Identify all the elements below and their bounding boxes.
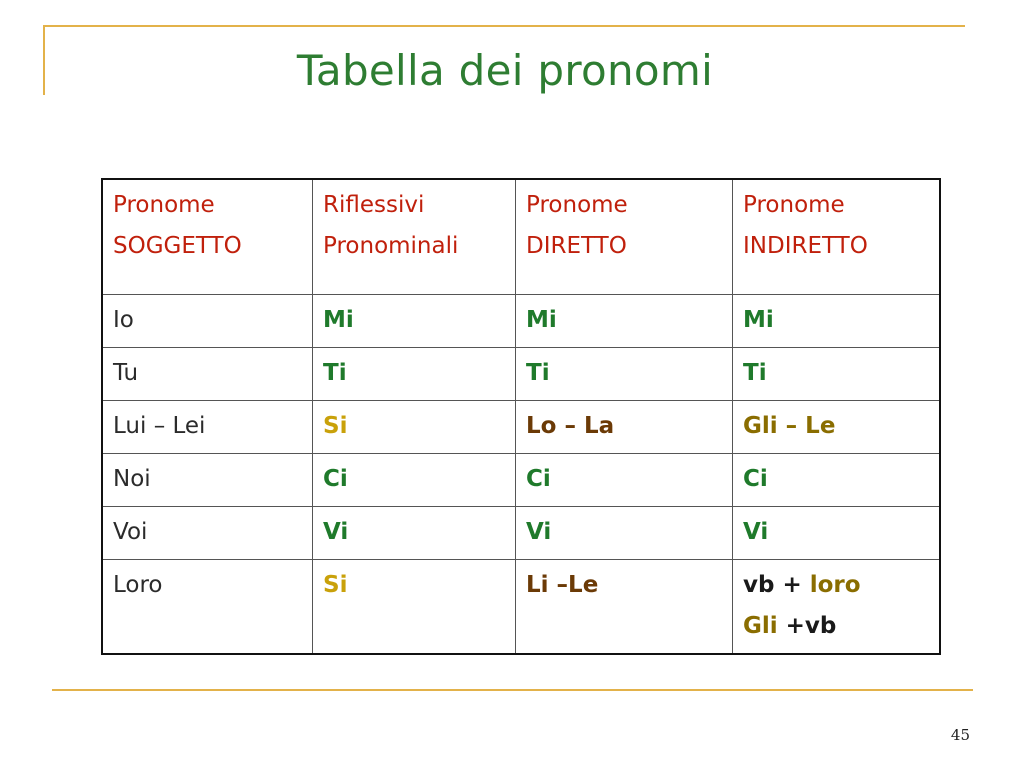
header-line: Pronome <box>743 192 845 218</box>
cell-diretto: Vi <box>516 507 733 560</box>
cell-diretto: Mi <box>516 295 733 348</box>
header-line: INDIRETTO <box>743 233 868 259</box>
cell-riflessivo: Ti <box>313 348 516 401</box>
cell-indiretto: Gli – Le <box>733 401 941 454</box>
header-line: Pronominali <box>323 233 459 259</box>
header-cell-riflessivi <box>313 179 516 295</box>
cell-diretto: Ti <box>516 348 733 401</box>
cell-soggetto: Noi <box>102 454 313 507</box>
cell-riflessivo: Ci <box>313 454 516 507</box>
header-cell-diretto <box>516 179 733 295</box>
cell-indiretto <box>733 560 941 655</box>
cell-soggetto: Voi <box>102 507 313 560</box>
top-accent-line <box>43 25 965 27</box>
indiretto-part: +vb <box>777 613 837 639</box>
page-number: 45 <box>950 726 970 744</box>
cell-indiretto: Mi <box>733 295 941 348</box>
header-cell-soggetto <box>102 179 313 295</box>
header-line: DIRETTO <box>526 233 627 259</box>
table-row <box>102 295 940 348</box>
cell-indiretto: Vi <box>733 507 941 560</box>
header-line: Pronome <box>113 192 215 218</box>
indiretto-part: vb + <box>743 572 810 598</box>
cell-soggetto: Lui – Lei <box>102 401 313 454</box>
cell-soggetto: Io <box>102 295 313 348</box>
cell-diretto: Li –Le <box>516 560 733 655</box>
cell-riflessivo: Vi <box>313 507 516 560</box>
cell-diretto: Lo – La <box>516 401 733 454</box>
table-row <box>102 348 940 401</box>
header-line: SOGGETTO <box>113 233 242 259</box>
indiretto-part: loro <box>809 572 861 598</box>
table-row <box>102 401 940 454</box>
table-row <box>102 454 940 507</box>
table-header-row <box>102 179 940 295</box>
cell-soggetto: Loro <box>102 560 313 655</box>
cell-riflessivo: Si <box>313 401 516 454</box>
header-line: Riflessivi <box>323 192 425 218</box>
indiretto-part: Gli <box>743 613 778 639</box>
bottom-accent-line <box>52 689 973 691</box>
cell-diretto: Ci <box>516 454 733 507</box>
cell-riflessivo: Si <box>313 560 516 655</box>
table-row <box>102 507 940 560</box>
table-row <box>102 560 940 655</box>
pronoun-table <box>101 178 941 655</box>
header-cell-indiretto <box>733 179 941 295</box>
indiretto-line-2 <box>743 606 929 647</box>
cell-indiretto: Ti <box>733 348 941 401</box>
header-line: Pronome <box>526 192 628 218</box>
indiretto-line-1 <box>743 565 929 606</box>
cell-indiretto: Ci <box>733 454 941 507</box>
cell-riflessivo: Mi <box>313 295 516 348</box>
slide-title: Tabella dei pronomi <box>296 46 714 95</box>
cell-soggetto: Tu <box>102 348 313 401</box>
